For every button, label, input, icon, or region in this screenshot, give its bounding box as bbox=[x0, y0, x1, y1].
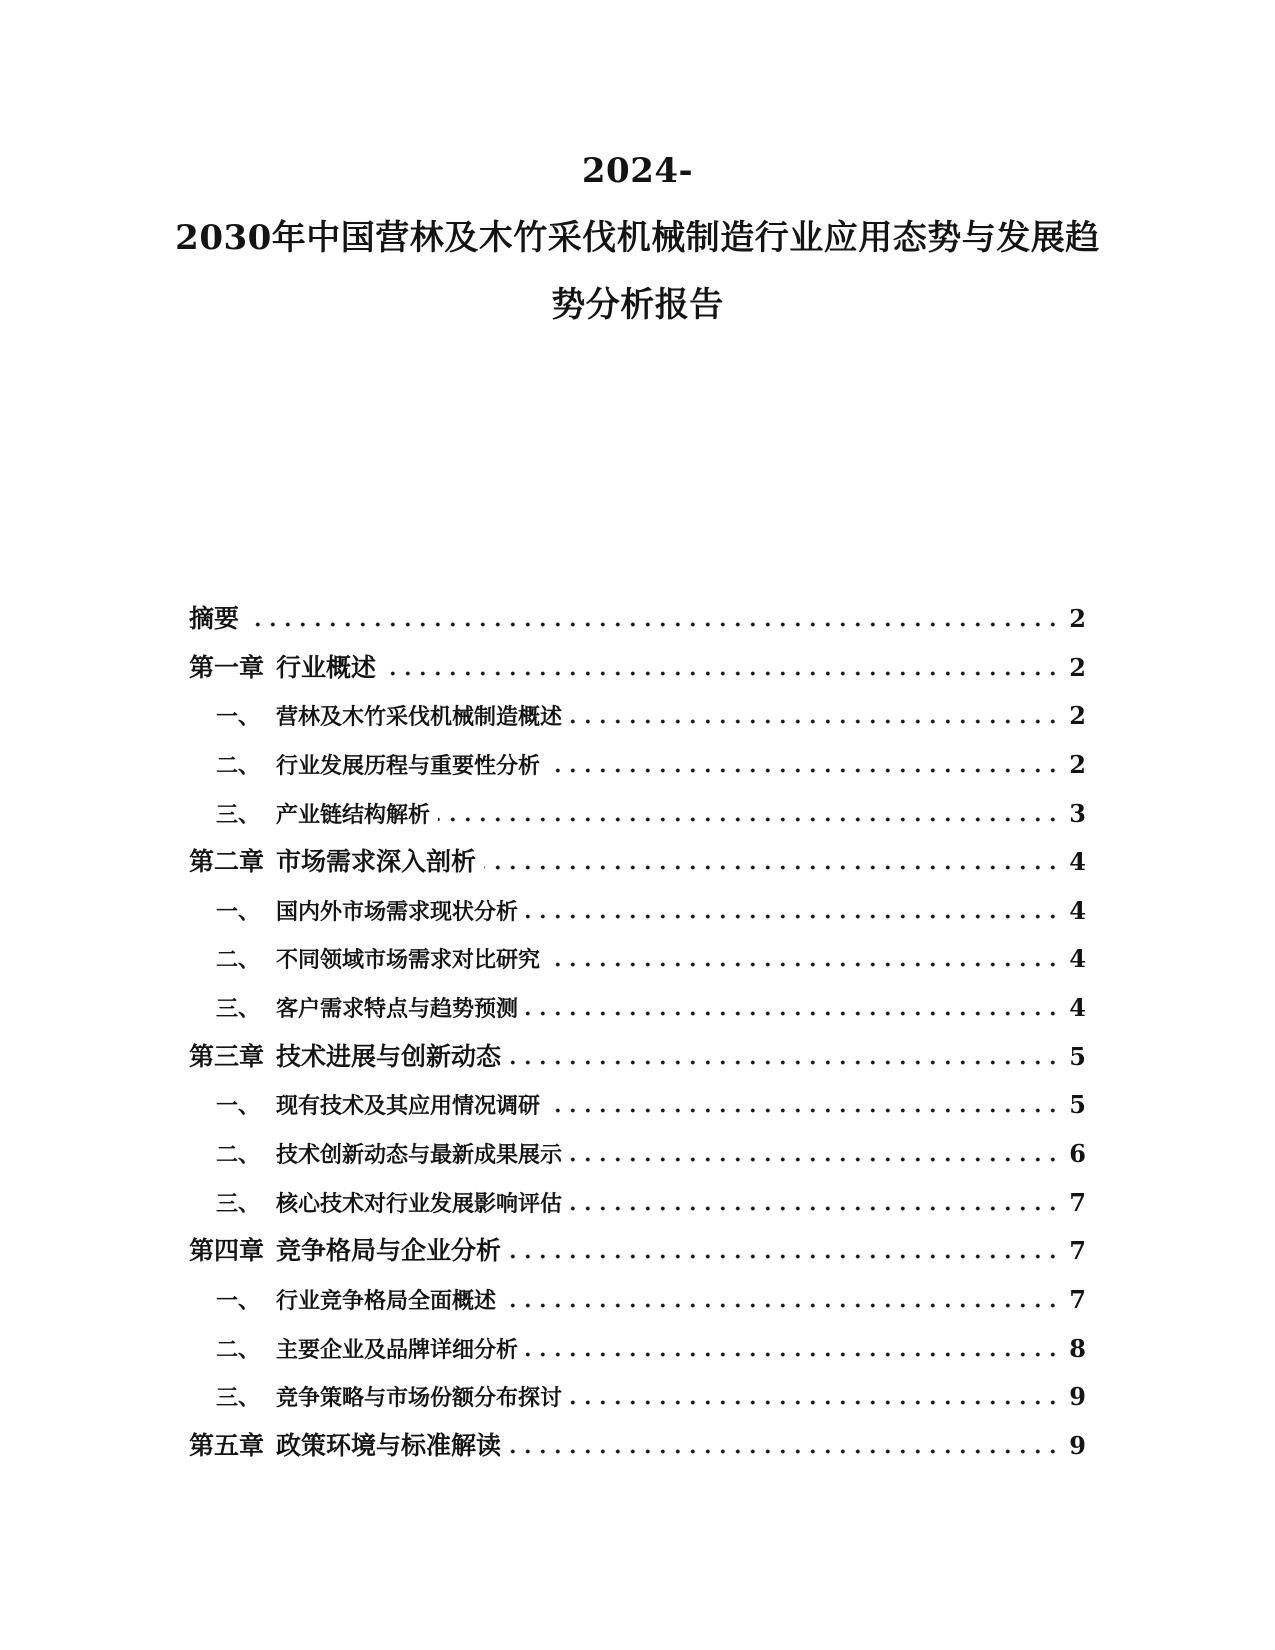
toc-page-number: 5 bbox=[1069, 1090, 1086, 1120]
toc-entry-title: 产业链结构解析 bbox=[276, 801, 431, 828]
toc-page-number: 8 bbox=[1069, 1333, 1086, 1363]
toc-dot-leader bbox=[570, 1157, 1065, 1162]
toc-entry-number: 一、 bbox=[216, 1093, 261, 1120]
toc-entry-title: 主要企业及品牌详细分析 bbox=[276, 1336, 519, 1363]
toc-entry-title: 营林及木竹采伐机械制造概述 bbox=[276, 704, 563, 731]
toc-entry[interactable] bbox=[189, 1227, 1086, 1276]
toc-entry-number: 三、 bbox=[216, 1190, 261, 1217]
toc-entry-title: 行业竞争格局全面概述 bbox=[276, 1287, 497, 1314]
toc-entry[interactable] bbox=[189, 1081, 1086, 1130]
toc-page-number: 5 bbox=[1069, 1041, 1086, 1071]
toc-entry-title: 竞争格局与企业分析 bbox=[276, 1236, 502, 1266]
toc-page-number: 9 bbox=[1069, 1382, 1086, 1412]
toc-entry[interactable] bbox=[189, 1130, 1086, 1179]
toc-page-number: 7 bbox=[1069, 1236, 1086, 1266]
toc-entry-number: 三、 bbox=[216, 801, 261, 828]
report-title bbox=[90, 138, 1185, 339]
toc-entry-number: 二、 bbox=[216, 1336, 261, 1363]
toc-entry-title: 不同领域市场需求对比研究 bbox=[276, 947, 541, 974]
toc-entry[interactable] bbox=[189, 838, 1086, 887]
toc-dot-leader bbox=[509, 1254, 1065, 1259]
toc-entry[interactable] bbox=[189, 1033, 1086, 1082]
toc-entry[interactable] bbox=[189, 1179, 1086, 1228]
toc-dot-leader bbox=[526, 1011, 1065, 1016]
report-title-line-1: 2024- bbox=[581, 151, 694, 191]
toc-page-number: 6 bbox=[1069, 1139, 1086, 1169]
toc-entry-title: 核心技术对行业发展影响评估 bbox=[276, 1190, 563, 1217]
toc-entry[interactable] bbox=[189, 1276, 1086, 1325]
toc-entry-title: 摘要 bbox=[189, 604, 240, 633]
toc-dot-leader bbox=[484, 865, 1065, 870]
toc-dot-leader bbox=[384, 671, 1065, 676]
report-title-line-2: 2030年中国营林及木竹采伐机械制造行业应用态势与发展趋 bbox=[175, 218, 1100, 258]
toc-entry-title: 市场需求深入剖析 bbox=[276, 847, 477, 877]
toc-dot-leader bbox=[526, 1352, 1065, 1357]
toc-entry-number: 第三章 bbox=[189, 1041, 265, 1071]
toc-entry[interactable] bbox=[189, 935, 1086, 984]
toc-page-number: 4 bbox=[1069, 895, 1086, 925]
toc-dot-leader bbox=[570, 1400, 1065, 1405]
toc-entry-title: 行业发展历程与重要性分析 bbox=[276, 752, 541, 779]
toc-page-number: 4 bbox=[1069, 847, 1086, 877]
toc-dot-leader bbox=[247, 622, 1065, 627]
toc-entry-number: 三、 bbox=[216, 1385, 261, 1412]
toc-entry[interactable] bbox=[189, 1422, 1086, 1471]
toc-dot-leader bbox=[548, 768, 1065, 773]
toc-page-number: 2 bbox=[1069, 749, 1086, 779]
toc-page-number: 3 bbox=[1069, 798, 1086, 828]
toc-entry[interactable] bbox=[189, 741, 1086, 790]
toc-page-number: 7 bbox=[1069, 1284, 1086, 1314]
toc-entry-number: 二、 bbox=[216, 752, 261, 779]
toc-entry[interactable] bbox=[189, 790, 1086, 839]
toc-page-number: 2 bbox=[1069, 652, 1086, 682]
toc-page-number: 2 bbox=[1069, 701, 1086, 731]
toc-dot-leader bbox=[509, 1449, 1065, 1454]
toc-entry-title: 竞争策略与市场份额分布探讨 bbox=[276, 1385, 563, 1412]
toc-entry[interactable] bbox=[189, 1325, 1086, 1374]
toc-dot-leader bbox=[548, 962, 1065, 967]
toc-entry-title: 技术进展与创新动态 bbox=[276, 1041, 502, 1071]
toc-dot-leader bbox=[570, 719, 1065, 724]
toc-entry-title: 客户需求特点与趋势预测 bbox=[276, 996, 519, 1023]
toc-entry[interactable] bbox=[189, 984, 1086, 1033]
toc-page-number: 2 bbox=[1069, 604, 1086, 633]
toc-dot-leader bbox=[526, 914, 1065, 919]
table-of-contents bbox=[189, 595, 1086, 1471]
toc-entry-number: 第五章 bbox=[189, 1430, 265, 1460]
toc-entry-title: 政策环境与标准解读 bbox=[276, 1430, 502, 1460]
toc-dot-leader bbox=[570, 1206, 1065, 1211]
toc-entry[interactable] bbox=[189, 887, 1086, 936]
toc-entry-number: 二、 bbox=[216, 1142, 261, 1169]
toc-page-number: 7 bbox=[1069, 1187, 1086, 1217]
toc-entry-number: 第一章 bbox=[189, 652, 265, 682]
toc-entry-number: 一、 bbox=[216, 1287, 261, 1314]
toc-entry[interactable] bbox=[189, 595, 1086, 644]
toc-entry[interactable] bbox=[189, 644, 1086, 693]
toc-entry[interactable] bbox=[189, 1373, 1086, 1422]
toc-entry-title: 技术创新动态与最新成果展示 bbox=[276, 1142, 563, 1169]
toc-entry[interactable] bbox=[189, 692, 1086, 741]
toc-page-number: 4 bbox=[1069, 944, 1086, 974]
toc-page-number: 4 bbox=[1069, 993, 1086, 1023]
toc-entry-title: 现有技术及其应用情况调研 bbox=[276, 1093, 541, 1120]
toc-dot-leader bbox=[438, 817, 1065, 822]
toc-entry-number: 一、 bbox=[216, 898, 261, 925]
toc-entry-number: 一、 bbox=[216, 704, 261, 731]
toc-entry-number: 三、 bbox=[216, 996, 261, 1023]
toc-entry-number: 第四章 bbox=[189, 1236, 265, 1266]
toc-dot-leader bbox=[504, 1303, 1065, 1308]
toc-entry-title: 国内外市场需求现状分析 bbox=[276, 898, 519, 925]
toc-dot-leader bbox=[548, 1108, 1065, 1113]
report-title-line-3: 势分析报告 bbox=[551, 285, 724, 325]
toc-entry-number: 第二章 bbox=[189, 847, 265, 877]
toc-entry-title: 行业概述 bbox=[276, 652, 377, 682]
toc-entry-number: 二、 bbox=[216, 947, 261, 974]
toc-page-number: 9 bbox=[1069, 1430, 1086, 1460]
toc-dot-leader bbox=[509, 1060, 1065, 1065]
